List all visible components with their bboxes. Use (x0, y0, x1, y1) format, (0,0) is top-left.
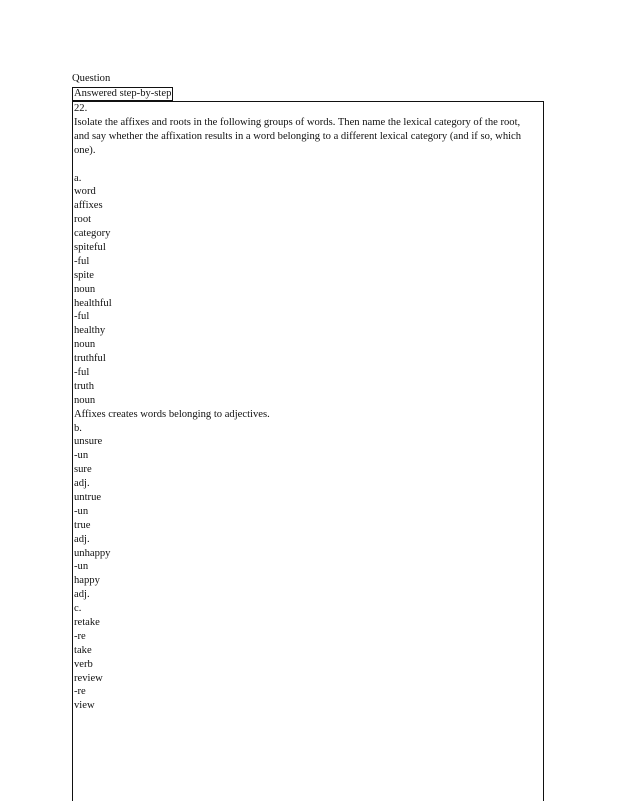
section-b-list (74, 435, 543, 602)
blank-line (74, 158, 543, 172)
list-item: truthful (74, 353, 106, 365)
section-a-summary: Affixes creates words belonging to adjectives. (74, 408, 270, 420)
list-item: unsure (74, 436, 103, 448)
list-item: take (74, 644, 92, 656)
list-item: root (74, 214, 92, 226)
list-item: -un (74, 450, 89, 462)
list-item: untrue (74, 491, 102, 503)
list-item: category (74, 228, 111, 240)
list-item: unhappy (74, 547, 111, 559)
section-c-label: c. (74, 603, 82, 615)
section-a-label: a. (74, 172, 82, 184)
list-item: -ful (74, 311, 90, 323)
list-item: truth (74, 380, 95, 392)
list-item: adj. (74, 589, 90, 601)
list-item: sure (74, 464, 92, 476)
list-item: review (74, 672, 103, 684)
list-item: healthful (74, 297, 112, 309)
list-item: affixes (74, 200, 103, 212)
list-item: happy (74, 575, 100, 587)
answer-box (72, 101, 544, 801)
list-item: adj. (74, 533, 90, 545)
list-item: retake (74, 617, 100, 628)
list-item: noun (74, 339, 96, 351)
document-page (72, 72, 545, 712)
list-item: noun (74, 394, 96, 406)
list-item: spiteful (74, 241, 106, 253)
question-prompt: Isolate the affixes and roots in the following groups of words. Then name the lexical category of the root, and say whether the affixation results in a word belonging to a different lexical category (and if so, which one). (74, 116, 522, 156)
list-item: view (74, 700, 95, 712)
list-item: true (74, 519, 91, 531)
list-item: noun (74, 283, 96, 295)
section-b-label: b. (74, 422, 82, 434)
list-item: adj. (74, 478, 90, 490)
list-item: -un (74, 505, 89, 517)
section-c-list (74, 616, 543, 713)
list-item: spite (74, 269, 95, 281)
answered-badge: Answered step-by-step (74, 88, 172, 99)
list-item: -un (74, 561, 89, 573)
list-item: verb (74, 658, 93, 670)
question-number: 22. (74, 103, 88, 114)
list-item: word (74, 186, 96, 198)
list-item: -ful (74, 255, 90, 267)
list-item: healthy (74, 325, 106, 337)
list-item: -re (74, 686, 86, 698)
list-item: -re (74, 630, 86, 642)
question-label: Question (72, 73, 111, 84)
list-item: -ful (74, 366, 90, 378)
section-a-list (74, 185, 543, 421)
